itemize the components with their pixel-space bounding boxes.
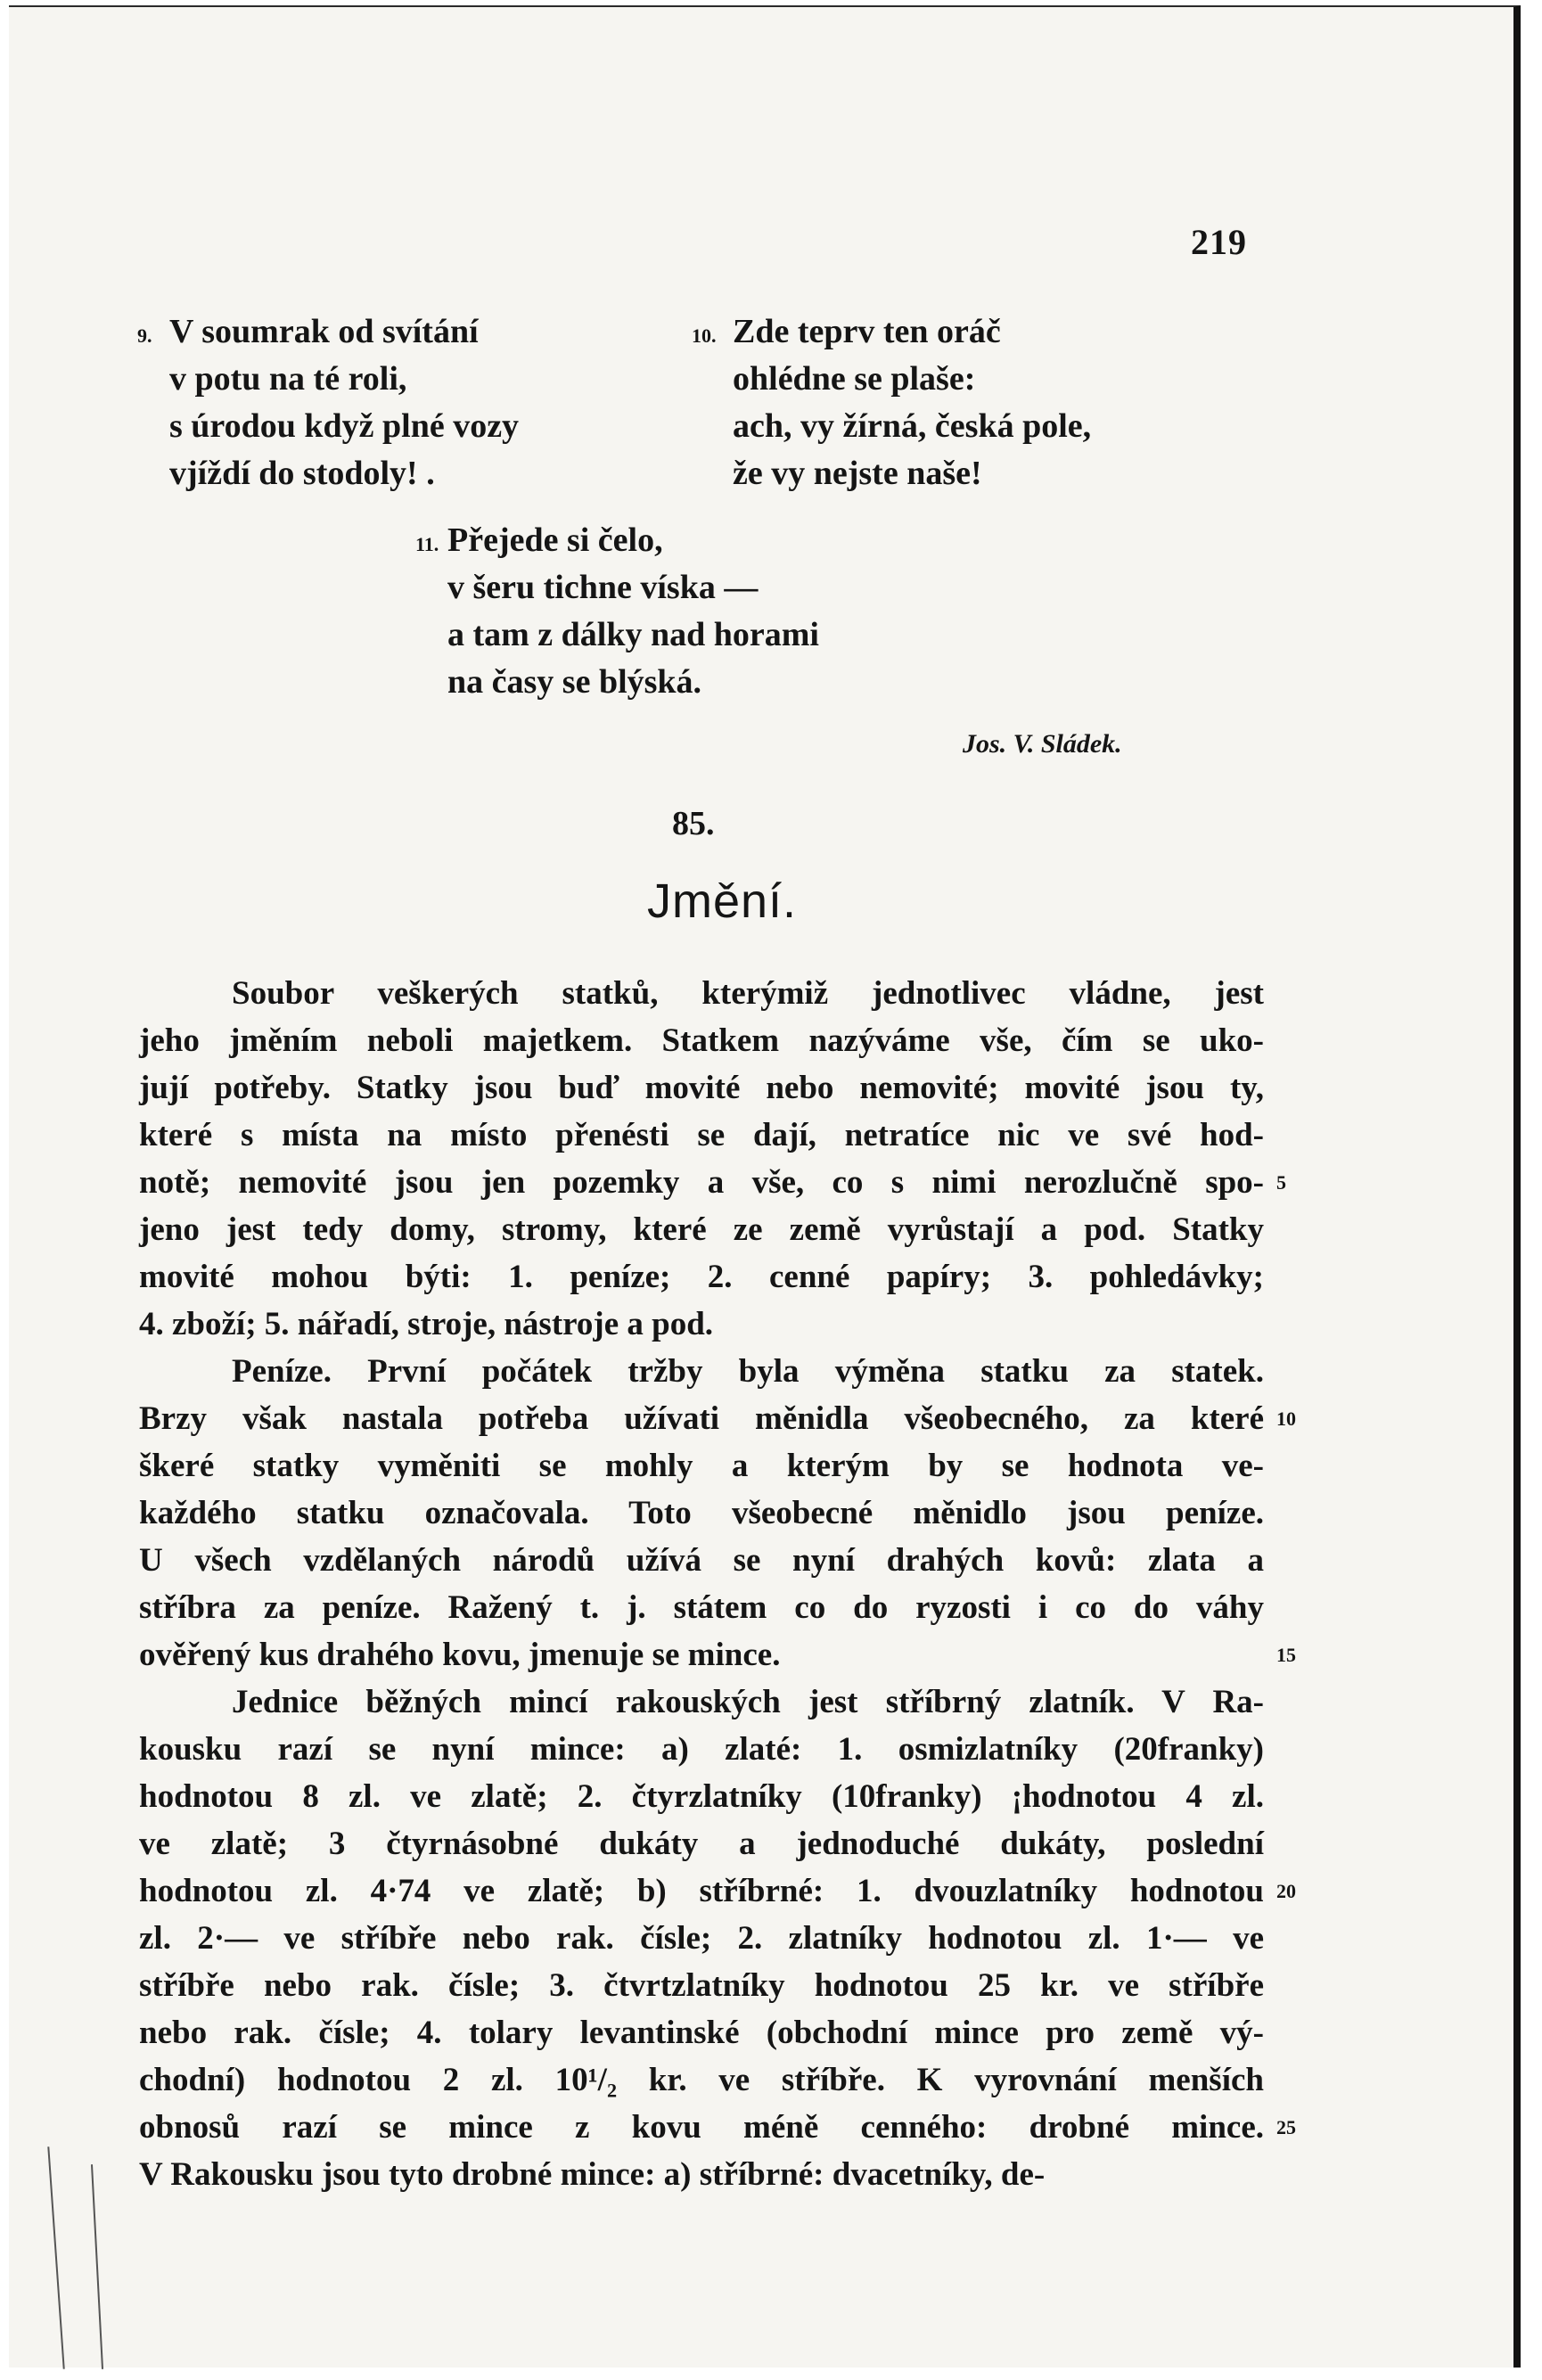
- section-number: 85.: [672, 805, 715, 842]
- prose-line: chodní) hodnotou 2 zl. 10¹/₂ kr. ve stříbře. K vyrovnání menších: [139, 2062, 1264, 2098]
- prose-line: jeno jest tedy domy, stromy, které ze země vyrůstají a pod. Statky: [139, 1211, 1264, 1248]
- verse-line: v šeru tichne víska —: [447, 569, 759, 606]
- prose-line: Jednice běžných mincí rakouských jest stříbrný zlatník. V Ra-: [232, 1684, 1264, 1720]
- prose-line: U všech vzdělaných národů užívá se nyní drahých kovů: zlata a: [139, 1542, 1264, 1579]
- stanza-number: 11.: [415, 533, 439, 555]
- verse-line: s úrodou když plné vozy: [169, 407, 520, 445]
- stanza-number: 9.: [137, 324, 152, 347]
- verse-line: že vy nejste naše!: [733, 455, 982, 492]
- prose-line: V Rakousku jsou tyto drobné mince: a) stříbrné: dvacetníky, de-: [139, 2156, 1046, 2193]
- verse-line: v potu na té roli,: [169, 360, 407, 398]
- stanza-number: 10.: [692, 324, 717, 347]
- verse-line: ohlédne se plaše:: [733, 360, 976, 398]
- prose-line: nebo rak. čísle; 4. tolary levantinské (obchodní mince pro země vý-: [139, 2015, 1264, 2051]
- stanza-9: [137, 308, 520, 497]
- verse-line: Zde teprv ten oráč: [733, 313, 1001, 350]
- prose-line: které s místa na místo přenésti se dají, netratíce nic ve své hod-: [139, 1117, 1264, 1153]
- prose-line: kousku razí se nyní mince: a) zlaté: 1. osmizlatníky (20franky): [139, 1731, 1264, 1768]
- page-number: 219: [1191, 222, 1247, 262]
- prose-line: ve zlatě; 3 čtyrnásobné dukáty a jednoduché dukáty, poslední: [139, 1826, 1264, 1862]
- prose-line: 4. zboží; 5. nářadí, stroje, nástroje a pod.: [139, 1306, 714, 1342]
- prose-line: každého statku označovala. Toto všeobecné měnidlo jsou peníze.: [139, 1495, 1264, 1531]
- margin-line-number: 5: [1276, 1171, 1286, 1194]
- margin-line-number: 20: [1276, 1880, 1296, 1902]
- book-page: [9, 5, 1521, 2368]
- scan-artifact-line: [91, 2164, 103, 2369]
- prose-line: Soubor veškerých statků, kterýmiž jednotlivec vládne, jest: [232, 975, 1264, 1012]
- prose-body: [139, 970, 1296, 2198]
- prose-line: Peníze. První počátek tržby byla výměna statku za statek.: [232, 1353, 1264, 1390]
- prose-line: hodnotou 8 zl. ve zlatě; 2. čtyrzlatníky (10franky) ¡hodnotou 4 zl.: [139, 1778, 1264, 1815]
- prose-line: hodnotou zl. 4·74 ve zlatě; b) stříbrné: 1. dvouzlatníky hodnotou: [139, 1873, 1264, 1909]
- prose-line: stříbře nebo rak. čísle; 3. čtvrtzlatníky hodnotou 25 kr. ve stříbře: [139, 1967, 1264, 2004]
- scan-artifact-line: [47, 2146, 64, 2369]
- margin-line-number: 10: [1276, 1407, 1296, 1430]
- verse-line: a tam z dálky nad horami: [447, 616, 819, 653]
- stanza-11: [415, 517, 819, 706]
- prose-line: stříbra za peníze. Ražený t. j. státem co do ryzosti i co do váhy: [139, 1589, 1264, 1626]
- verse-line: na časy se blýská.: [447, 663, 702, 701]
- verse-line: vjíždí do stodoly! .: [169, 455, 435, 492]
- poem-author: Jos. V. Sládek.: [963, 729, 1122, 759]
- prose-line: jují potřeby. Statky jsou buď movité nebo nemovité; movité jsou ty,: [139, 1070, 1264, 1106]
- verse-line: V soumrak od svítání: [169, 313, 479, 350]
- prose-line: notě; nemovité jsou jen pozemky a vše, co s nimi nerozlučně spo-: [139, 1164, 1264, 1201]
- verse-line: Přejede si čelo,: [447, 521, 663, 559]
- prose-line: škeré statky vyměniti se mohly a kterým by se hodnota ve-: [139, 1448, 1264, 1484]
- prose-line: Brzy však nastala potřeba užívati měnidla všeobecného, za které: [139, 1400, 1264, 1437]
- prose-line: jeho jměním neboli majetkem. Statkem nazýváme vše, čím se uko-: [139, 1022, 1264, 1059]
- verse-line: ach, vy žírná, česká pole,: [733, 407, 1092, 445]
- prose-line: movité mohou býti: 1. peníze; 2. cenné papíry; 3. pohledávky;: [139, 1259, 1264, 1295]
- margin-line-number: 15: [1276, 1644, 1296, 1666]
- prose-line: zl. 2·— ve stříbře nebo rak. čísle; 2. zlatníky hodnotou zl. 1·— ve: [139, 1920, 1264, 1957]
- stanza-10: [692, 308, 1092, 497]
- prose-line: ověřený kus drahého kovu, jmenuje se mince.: [139, 1637, 781, 1673]
- margin-line-number: 25: [1276, 2116, 1296, 2138]
- section-title: Jmění.: [647, 874, 798, 928]
- prose-line: obnosů razí se mince z kovu méně cenného: drobné mince.: [139, 2109, 1264, 2146]
